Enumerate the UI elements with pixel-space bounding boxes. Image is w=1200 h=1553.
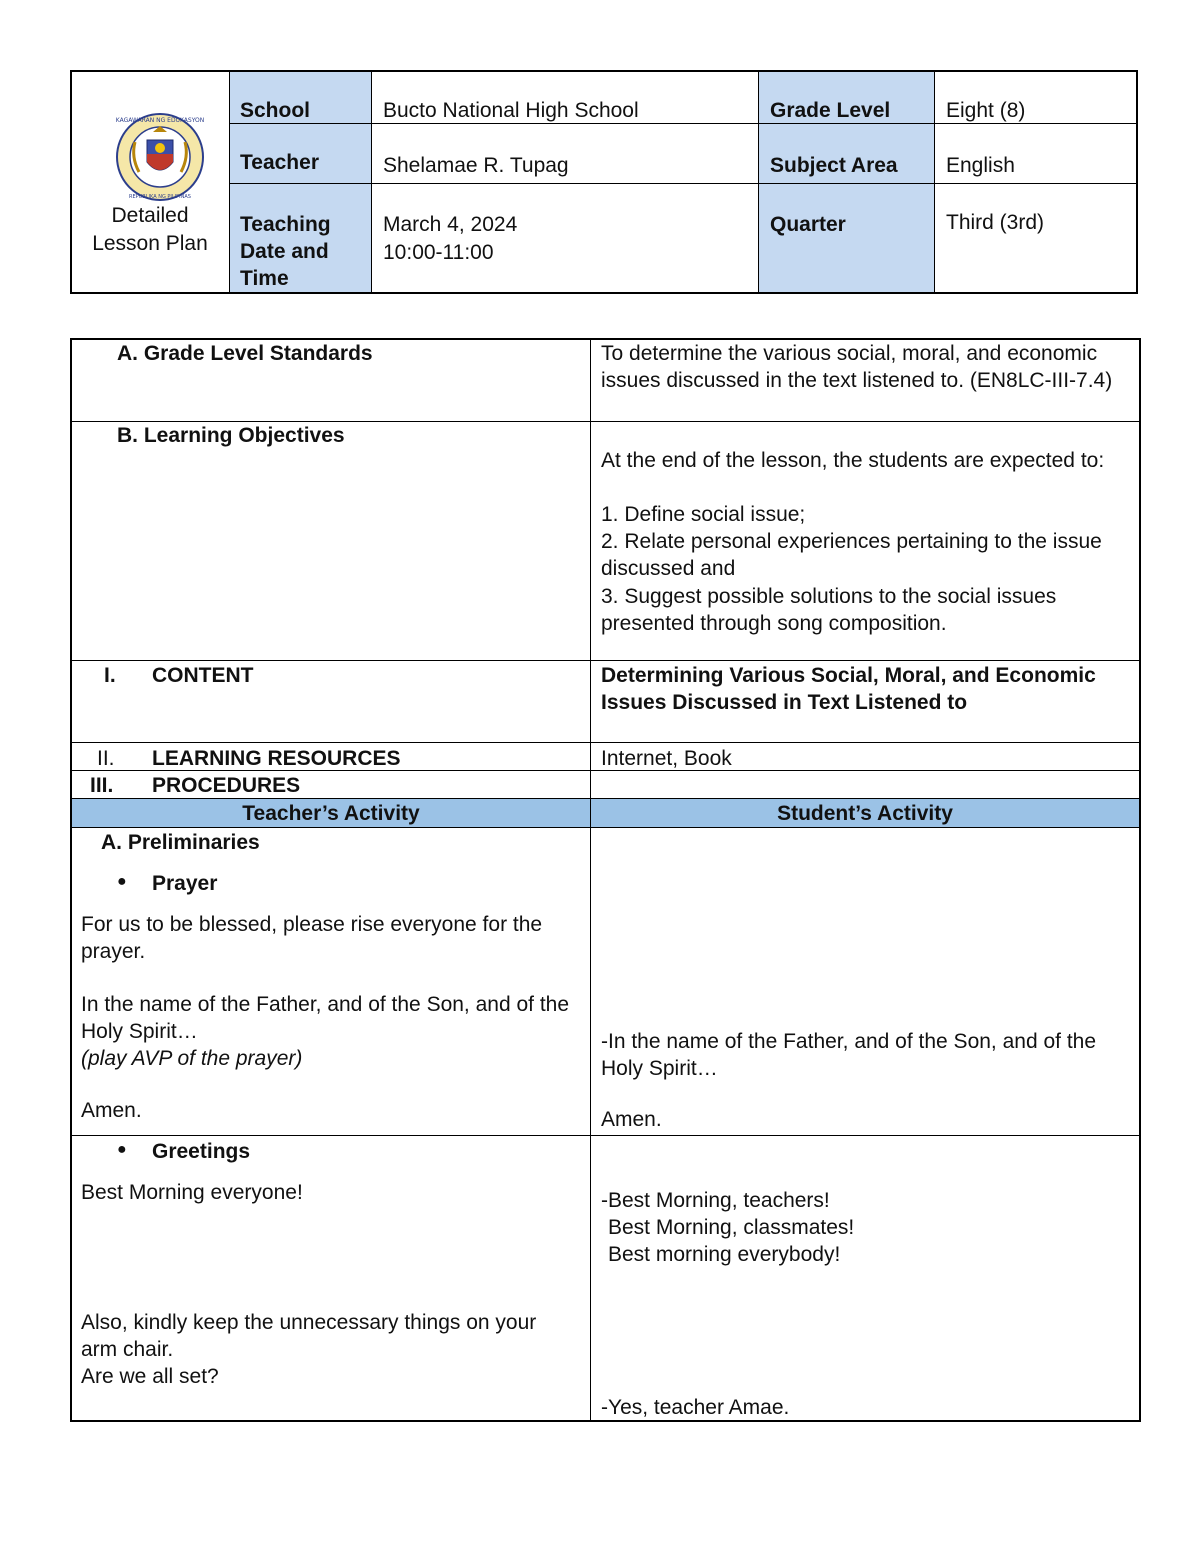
procedures-label: PROCEDURES	[152, 774, 301, 797]
teacher-greeting: Best Morning everyone!	[81, 1181, 303, 1204]
teacher-label: Teacher	[240, 151, 319, 174]
student-amen: Amen.	[601, 1108, 662, 1131]
teacher-prayer-instruction: For us to be blessed, please rise everyone for the prayer.	[81, 913, 543, 963]
seal-top-text: KAGAWARAN NG EDUKASYON	[115, 117, 205, 124]
grade-level-value: Eight (8)	[946, 99, 1026, 122]
subject-area-label: Subject Area	[770, 154, 898, 177]
subject-area-value: English	[946, 154, 1015, 177]
greetings-heading: Greetings	[152, 1140, 251, 1163]
teacher-question: Are we all set?	[81, 1365, 219, 1388]
student-activity-header: Student’s Activity	[777, 802, 953, 825]
student-prayer-line: -In the name of the Father, and of the Son, and of the Holy Spirit…	[601, 1030, 1097, 1080]
resources-label: LEARNING RESOURCES	[152, 747, 401, 770]
objectives-label: B. Learning Objectives	[117, 424, 345, 447]
content-label: CONTENT	[152, 664, 254, 687]
standards-label: A. Grade Level Standards	[117, 342, 373, 365]
teaching-date-label: Teaching Date and Time	[240, 213, 331, 290]
preliminaries-heading: A. Preliminaries	[101, 831, 260, 854]
resources-text: Internet, Book	[601, 747, 732, 770]
teaching-time-value: 10:00-11:00	[383, 241, 494, 264]
objective-item: 3. Suggest possible solutions to the social issues presented through song composition.	[601, 585, 1057, 635]
school-value: Bucto National High School	[383, 99, 639, 122]
content-text: Determining Various Social, Moral, and Economic Issues Discussed in Text Listened to	[601, 664, 1096, 714]
objective-item: 2. Relate personal experiences pertaining to the issue discussed and	[601, 530, 1102, 580]
seal-bottom-text: REPUBLIKA NG PILIPINAS	[129, 194, 191, 200]
teacher-prayer-note: (play AVP of the prayer)	[81, 1047, 303, 1070]
student-greeting-3: Best morning everybody!	[608, 1243, 841, 1266]
deped-seal-icon	[113, 112, 207, 202]
quarter-label: Quarter	[770, 213, 846, 236]
bullet-icon: ●	[117, 873, 127, 890]
student-greeting-1: -Best Morning, teachers!	[601, 1189, 830, 1212]
teacher-activity-header: Teacher’s Activity	[242, 802, 420, 825]
teacher-amen: Amen.	[81, 1099, 142, 1122]
bullet-icon: ●	[117, 1141, 127, 1158]
quarter-value: Third (3rd)	[946, 211, 1045, 234]
prayer-heading: Prayer	[152, 872, 218, 895]
objectives-intro: At the end of the lesson, the students are expected to:	[601, 449, 1105, 472]
student-greeting-2: Best Morning, classmates!	[608, 1216, 855, 1239]
student-response: -Yes, teacher Amae.	[601, 1396, 790, 1419]
teacher-value: Shelamae R. Tupag	[383, 154, 569, 177]
teacher-prayer-line: In the name of the Father, and of the Son, and of the Holy Spirit…	[81, 993, 570, 1043]
teaching-date-value: March 4, 2024	[383, 213, 518, 236]
teacher-instruction: Also, kindly keep the unnecessary things on your arm chair.	[81, 1311, 537, 1361]
procedures-number: III.	[90, 774, 114, 797]
document-type-label: Detailed Lesson Plan	[92, 204, 208, 255]
content-number: I.	[104, 664, 116, 687]
standards-text: To determine the various social, moral, and economic issues discussed in the text listened to. (EN8LC-III-7.4)	[601, 342, 1113, 392]
resources-number: II.	[97, 747, 115, 770]
grade-level-label: Grade Level	[770, 99, 891, 122]
objective-item: 1. Define social issue;	[601, 503, 806, 526]
school-label: School	[240, 99, 311, 122]
